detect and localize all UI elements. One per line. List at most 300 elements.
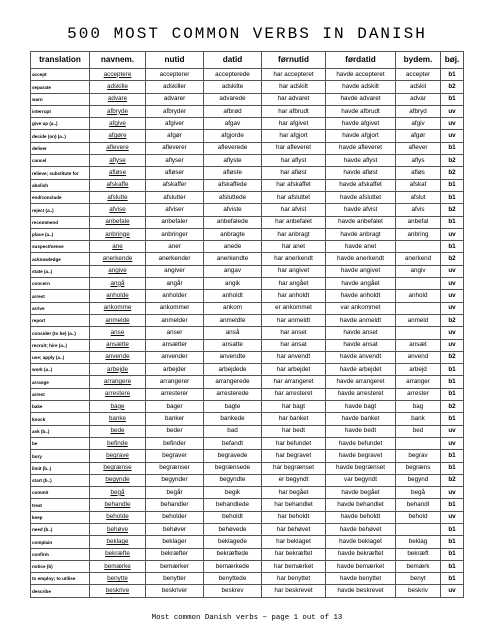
conjugation-class-cell: b1: [441, 69, 464, 81]
translation-cell: complain: [31, 536, 90, 548]
pluperfect-cell: havde anet: [326, 241, 396, 253]
past-cell: begravede: [204, 450, 262, 462]
imperative-cell: anvend: [396, 351, 441, 363]
infinitive-cell: befinde: [90, 437, 146, 449]
imperative-cell: benyt: [396, 573, 441, 585]
pluperfect-cell: havde advaret: [326, 93, 396, 105]
present-cell: afløser: [146, 167, 204, 179]
pluperfect-cell: havde beskrevet: [326, 585, 396, 597]
imperative-cell: beskriv: [396, 585, 441, 597]
table-row: [31, 314, 464, 326]
present-cell: anvender: [146, 351, 204, 363]
imperative-cell: anmeld: [396, 314, 441, 326]
pluperfect-cell: havde angivet: [326, 265, 396, 277]
table-row: [31, 364, 464, 376]
past-cell: ansatte: [204, 339, 262, 351]
perfect-cell: har anholdt: [262, 290, 326, 302]
pluperfect-cell: havde beklaget: [326, 536, 396, 548]
infinitive-cell: anholde: [90, 290, 146, 302]
infinitive-cell: beklage: [90, 536, 146, 548]
conjugation-class-cell: uv: [441, 339, 464, 351]
table-row: [31, 167, 464, 179]
table-row: [31, 204, 464, 216]
infinitive-cell: begrænse: [90, 462, 146, 474]
translation-cell: state (a..): [31, 265, 90, 277]
past-cell: anså: [204, 327, 262, 339]
infinitive-cell: aflevere: [90, 142, 146, 154]
translation-cell: cancel: [31, 155, 90, 167]
conjugation-class-cell: b1: [441, 499, 464, 511]
conjugation-class-cell: b1: [441, 413, 464, 425]
conjugation-class-cell: uv: [441, 487, 464, 499]
imperative-cell: angiv: [396, 265, 441, 277]
perfect-cell: har ansat: [262, 339, 326, 351]
table-row: [31, 523, 464, 535]
past-cell: bad: [204, 425, 262, 437]
infinitive-cell: afskaffe: [90, 179, 146, 191]
translation-cell: bury: [31, 450, 90, 462]
perfect-cell: har afvist: [262, 204, 326, 216]
past-cell: beklagede: [204, 536, 262, 548]
pluperfect-cell: havde behøvet: [326, 523, 396, 535]
table-row: [31, 462, 464, 474]
past-cell: ankom: [204, 302, 262, 314]
perfect-cell: har afgjort: [262, 130, 326, 142]
conjugation-class-cell: b2: [441, 474, 464, 486]
table-row: [31, 278, 464, 290]
present-cell: arbejder: [146, 364, 204, 376]
past-cell: benyttede: [204, 573, 262, 585]
translation-cell: concern: [31, 278, 90, 290]
past-cell: begrænsede: [204, 462, 262, 474]
perfect-cell: har advaret: [262, 93, 326, 105]
table-row: [31, 81, 464, 93]
imperative-cell: anerkend: [396, 253, 441, 265]
table-row: [31, 388, 464, 400]
conjugation-class-cell: b1: [441, 573, 464, 585]
page-footer: Most common Danish verbs ~ page 1 out of 13: [151, 614, 343, 622]
table-row: [31, 560, 464, 572]
conjugation-class-cell: uv: [441, 278, 464, 290]
perfect-cell: har bagt: [262, 401, 326, 413]
past-cell: anmeldte: [204, 314, 262, 326]
present-cell: afgør: [146, 130, 204, 142]
present-cell: anholder: [146, 290, 204, 302]
past-cell: behøvede: [204, 523, 262, 535]
perfect-cell: har behøvet: [262, 523, 326, 535]
perfect-cell: har anmeldt: [262, 314, 326, 326]
translation-cell: give up (a..): [31, 118, 90, 130]
conjugation-class-cell: b2: [441, 155, 464, 167]
perfect-cell: er begyndt: [262, 474, 326, 486]
table-row: [31, 573, 464, 585]
imperative-cell: afgiv: [396, 118, 441, 130]
pluperfect-cell: havde arresteret: [326, 388, 396, 400]
past-cell: begyndte: [204, 474, 262, 486]
infinitive-cell: ankomme: [90, 302, 146, 314]
conjugation-class-cell: uv: [441, 302, 464, 314]
pluperfect-cell: havde behandlet: [326, 499, 396, 511]
translation-cell: recruit; hire (a..): [31, 339, 90, 351]
table-row: [31, 474, 464, 486]
table-header-row: [31, 52, 464, 69]
translation-cell: commit: [31, 487, 90, 499]
past-cell: bagte: [204, 401, 262, 413]
past-cell: aflyste: [204, 155, 262, 167]
past-cell: arrangerede: [204, 376, 262, 388]
infinitive-cell: bemærke: [90, 560, 146, 572]
perfect-cell: har arrangeret: [262, 376, 326, 388]
past-cell: afgjorde: [204, 130, 262, 142]
perfect-cell: har anbragt: [262, 228, 326, 240]
past-cell: afleverede: [204, 142, 262, 154]
translation-cell: abolish: [31, 179, 90, 191]
present-cell: begrænser: [146, 462, 204, 474]
infinitive-cell: anbringe: [90, 228, 146, 240]
translation-cell: relieve; substitute for: [31, 167, 90, 179]
imperative-cell: bank: [396, 413, 441, 425]
table-row: [31, 265, 464, 277]
conjugation-class-cell: b2: [441, 167, 464, 179]
infinitive-cell: anvende: [90, 351, 146, 363]
translation-cell: consider (to be) (a..): [31, 327, 90, 339]
present-cell: benytter: [146, 573, 204, 585]
perfect-cell: har befundet: [262, 437, 326, 449]
present-cell: begraver: [146, 450, 204, 462]
infinitive-cell: afbryde: [90, 105, 146, 117]
perfect-cell: har arbejdet: [262, 364, 326, 376]
pluperfect-cell: havde afleveret: [326, 142, 396, 154]
perfect-cell: har afløst: [262, 167, 326, 179]
conjugation-class-cell: b1: [441, 560, 464, 572]
conjugation-class-cell: uv: [441, 585, 464, 597]
imperative-cell: [396, 327, 441, 339]
present-cell: banker: [146, 413, 204, 425]
pluperfect-cell: havde anholdt: [326, 290, 396, 302]
infinitive-cell: anse: [90, 327, 146, 339]
imperative-cell: afskaf: [396, 179, 441, 191]
page-title: 500 MOST COMMON VERBS IN DANISH: [67, 25, 427, 43]
translation-cell: ask (b..): [31, 425, 90, 437]
conjugation-class-cell: b1: [441, 450, 464, 462]
pluperfect-cell: havde bagt: [326, 401, 396, 413]
table-row: [31, 253, 464, 265]
past-cell: afviste: [204, 204, 262, 216]
present-cell: behøver: [146, 523, 204, 535]
past-cell: bemærkede: [204, 560, 262, 572]
perfect-cell: har afskaffet: [262, 179, 326, 191]
infinitive-cell: arbejde: [90, 364, 146, 376]
conjugation-class-cell: uv: [441, 130, 464, 142]
infinitive-cell: bekræfte: [90, 548, 146, 560]
pluperfect-cell: havde benyttet: [326, 573, 396, 585]
present-cell: beskriver: [146, 585, 204, 597]
conjugation-class-cell: b2: [441, 351, 464, 363]
present-cell: bager: [146, 401, 204, 413]
pluperfect-cell: var begyndt: [326, 474, 396, 486]
table-row: [31, 228, 464, 240]
conjugation-class-cell: uv: [441, 265, 464, 277]
infinitive-cell: begrave: [90, 450, 146, 462]
infinitive-cell: begå: [90, 487, 146, 499]
perfect-cell: er ankommet: [262, 302, 326, 314]
past-cell: bekræftede: [204, 548, 262, 560]
perfect-cell: har beholdt: [262, 511, 326, 523]
imperative-cell: [396, 437, 441, 449]
perfect-cell: har afbrudt: [262, 105, 326, 117]
perfect-cell: har beklaget: [262, 536, 326, 548]
past-cell: anvendte: [204, 351, 262, 363]
infinitive-cell: bede: [90, 425, 146, 437]
conjugation-class-cell: b2: [441, 401, 464, 413]
imperative-cell: behold: [396, 511, 441, 523]
past-cell: arresterede: [204, 388, 262, 400]
present-cell: advarer: [146, 93, 204, 105]
pluperfect-cell: havde bekræftet: [326, 548, 396, 560]
present-cell: behandler: [146, 499, 204, 511]
imperative-cell: begræns: [396, 462, 441, 474]
pluperfect-cell: havde arrangeret: [326, 376, 396, 388]
translation-cell: arrest: [31, 388, 90, 400]
perfect-cell: har afleveret: [262, 142, 326, 154]
translation-cell: acknowledge: [31, 253, 90, 265]
imperative-cell: afgør: [396, 130, 441, 142]
imperative-cell: beklag: [396, 536, 441, 548]
present-cell: anmelder: [146, 314, 204, 326]
pluperfect-cell: havde begravet: [326, 450, 396, 462]
imperative-cell: arbejd: [396, 364, 441, 376]
table-row: [31, 155, 464, 167]
table-row: [31, 93, 464, 105]
present-cell: begynder: [146, 474, 204, 486]
conjugation-class-cell: b1: [441, 462, 464, 474]
present-cell: afleverer: [146, 142, 204, 154]
table-row: [31, 69, 464, 81]
table-row: [31, 413, 464, 425]
present-cell: bekræfter: [146, 548, 204, 560]
translation-cell: be: [31, 437, 90, 449]
translation-cell: to employ; to utilise: [31, 573, 90, 585]
present-cell: ankommer: [146, 302, 204, 314]
table-row: [31, 216, 464, 228]
infinitive-cell: banke: [90, 413, 146, 425]
past-cell: beholdt: [204, 511, 262, 523]
conjugation-class-cell: b2: [441, 81, 464, 93]
infinitive-cell: afgøre: [90, 130, 146, 142]
header-pluperfect: førdatid: [326, 52, 396, 69]
infinitive-cell: afgive: [90, 118, 146, 130]
infinitive-cell: behandle: [90, 499, 146, 511]
past-cell: bankede: [204, 413, 262, 425]
imperative-cell: [396, 241, 441, 253]
infinitive-cell: begynde: [90, 474, 146, 486]
imperative-cell: aflys: [396, 155, 441, 167]
perfect-cell: har afgivet: [262, 118, 326, 130]
table-row: [31, 105, 464, 117]
present-cell: ansætter: [146, 339, 204, 351]
infinitive-cell: aflyse: [90, 155, 146, 167]
translation-cell: arrest: [31, 290, 90, 302]
translation-cell: treat: [31, 499, 90, 511]
past-cell: anerkendte: [204, 253, 262, 265]
translation-cell: report: [31, 314, 90, 326]
present-cell: angiver: [146, 265, 204, 277]
table-row: [31, 487, 464, 499]
pluperfect-cell: havde anmeldt: [326, 314, 396, 326]
translation-cell: start (b..): [31, 474, 90, 486]
conjugation-class-cell: b1: [441, 142, 464, 154]
perfect-cell: har adskilt: [262, 81, 326, 93]
perfect-cell: har anerkendt: [262, 253, 326, 265]
past-cell: afgav: [204, 118, 262, 130]
infinitive-cell: angå: [90, 278, 146, 290]
imperative-cell: afslut: [396, 191, 441, 203]
table-row: [31, 585, 464, 597]
imperative-cell: adskil: [396, 81, 441, 93]
past-cell: afskaffede: [204, 179, 262, 191]
perfect-cell: har beskrevet: [262, 585, 326, 597]
translation-cell: keep: [31, 511, 90, 523]
table-row: [31, 376, 464, 388]
perfect-cell: har anvendt: [262, 351, 326, 363]
present-cell: arrangerer: [146, 376, 204, 388]
present-cell: afslutter: [146, 191, 204, 203]
imperative-cell: advar: [396, 93, 441, 105]
present-cell: bemærker: [146, 560, 204, 572]
translation-cell: arrive: [31, 302, 90, 314]
past-cell: anbragte: [204, 228, 262, 240]
past-cell: anede: [204, 241, 262, 253]
imperative-cell: arranger: [396, 376, 441, 388]
past-cell: beskrev: [204, 585, 262, 597]
table-row: [31, 339, 464, 351]
perfect-cell: har benyttet: [262, 573, 326, 585]
translation-cell: suspect/sense: [31, 241, 90, 253]
infinitive-cell: beskrive: [90, 585, 146, 597]
infinitive-cell: arrangere: [90, 376, 146, 388]
perfect-cell: har anset: [262, 327, 326, 339]
infinitive-cell: ansætte: [90, 339, 146, 351]
perfect-cell: har angivet: [262, 265, 326, 277]
imperative-cell: arrester: [396, 388, 441, 400]
perfect-cell: har bemærket: [262, 560, 326, 572]
table-row: [31, 450, 464, 462]
translation-cell: end/conclude: [31, 191, 90, 203]
conjugation-class-cell: uv: [441, 327, 464, 339]
table-row: [31, 302, 464, 314]
translation-cell: work (a..): [31, 364, 90, 376]
translation-cell: deliver: [31, 142, 90, 154]
pluperfect-cell: havde afgivet: [326, 118, 396, 130]
table-row: [31, 536, 464, 548]
past-cell: angik: [204, 278, 262, 290]
pluperfect-cell: havde afbrudt: [326, 105, 396, 117]
translation-cell: need (b..): [31, 523, 90, 535]
past-cell: afsluttede: [204, 191, 262, 203]
perfect-cell: har anbefalet: [262, 216, 326, 228]
imperative-cell: afvis: [396, 204, 441, 216]
conjugation-class-cell: uv: [441, 425, 464, 437]
infinitive-cell: anerkende: [90, 253, 146, 265]
past-cell: angav: [204, 265, 262, 277]
pluperfect-cell: havde afløst: [326, 167, 396, 179]
perfect-cell: har accepteret: [262, 69, 326, 81]
table-row: [31, 130, 464, 142]
imperative-cell: bag: [396, 401, 441, 413]
imperative-cell: begynd: [396, 474, 441, 486]
table-row: [31, 118, 464, 130]
infinitive-cell: benytte: [90, 573, 146, 585]
translation-cell: bake: [31, 401, 90, 413]
perfect-cell: har afsluttet: [262, 191, 326, 203]
past-cell: arbejdede: [204, 364, 262, 376]
past-cell: anbefalede: [204, 216, 262, 228]
past-cell: accepterede: [204, 69, 262, 81]
present-cell: anerkender: [146, 253, 204, 265]
perfect-cell: har arresteret: [262, 388, 326, 400]
infinitive-cell: anmelde: [90, 314, 146, 326]
table-row: [31, 179, 464, 191]
infinitive-cell: afslutte: [90, 191, 146, 203]
pluperfect-cell: havde anbefalet: [326, 216, 396, 228]
present-cell: aner: [146, 241, 204, 253]
pluperfect-cell: havde banket: [326, 413, 396, 425]
pluperfect-cell: havde angået: [326, 278, 396, 290]
present-cell: anbefaler: [146, 216, 204, 228]
infinitive-cell: bage: [90, 401, 146, 413]
imperative-cell: begå: [396, 487, 441, 499]
translation-cell: separate: [31, 81, 90, 93]
past-cell: afløste: [204, 167, 262, 179]
conjugation-class-cell: b1: [441, 548, 464, 560]
conjugation-class-cell: b2: [441, 204, 464, 216]
conjugation-class-cell: b1: [441, 191, 464, 203]
translation-cell: reject (a..): [31, 204, 90, 216]
conjugation-class-cell: uv: [441, 437, 464, 449]
infinitive-cell: afløse: [90, 167, 146, 179]
imperative-cell: [396, 302, 441, 314]
perfect-cell: har begravet: [262, 450, 326, 462]
present-cell: befinder: [146, 437, 204, 449]
infinitive-cell: afvise: [90, 204, 146, 216]
table-row: [31, 290, 464, 302]
imperative-cell: afbryd: [396, 105, 441, 117]
translation-cell: knock: [31, 413, 90, 425]
conjugation-class-cell: uv: [441, 105, 464, 117]
pluperfect-cell: havde ansat: [326, 339, 396, 351]
pluperfect-cell: havde bemærket: [326, 560, 396, 572]
perfect-cell: har angået: [262, 278, 326, 290]
present-cell: begår: [146, 487, 204, 499]
pluperfect-cell: havde accepteret: [326, 69, 396, 81]
present-cell: angår: [146, 278, 204, 290]
perfect-cell: har behandlet: [262, 499, 326, 511]
conjugation-class-cell: b1: [441, 93, 464, 105]
imperative-cell: anbefal: [396, 216, 441, 228]
infinitive-cell: ane: [90, 241, 146, 253]
translation-cell: recommend: [31, 216, 90, 228]
translation-cell: arrange: [31, 376, 90, 388]
conjugation-class-cell: b1: [441, 179, 464, 191]
translation-cell: describe: [31, 585, 90, 597]
present-cell: afviser: [146, 204, 204, 216]
conjugation-class-cell: uv: [441, 290, 464, 302]
infinitive-cell: arrestere: [90, 388, 146, 400]
present-cell: anbringer: [146, 228, 204, 240]
perfect-cell: har bekræftet: [262, 548, 326, 560]
table-row: [31, 327, 464, 339]
present-cell: arresterer: [146, 388, 204, 400]
